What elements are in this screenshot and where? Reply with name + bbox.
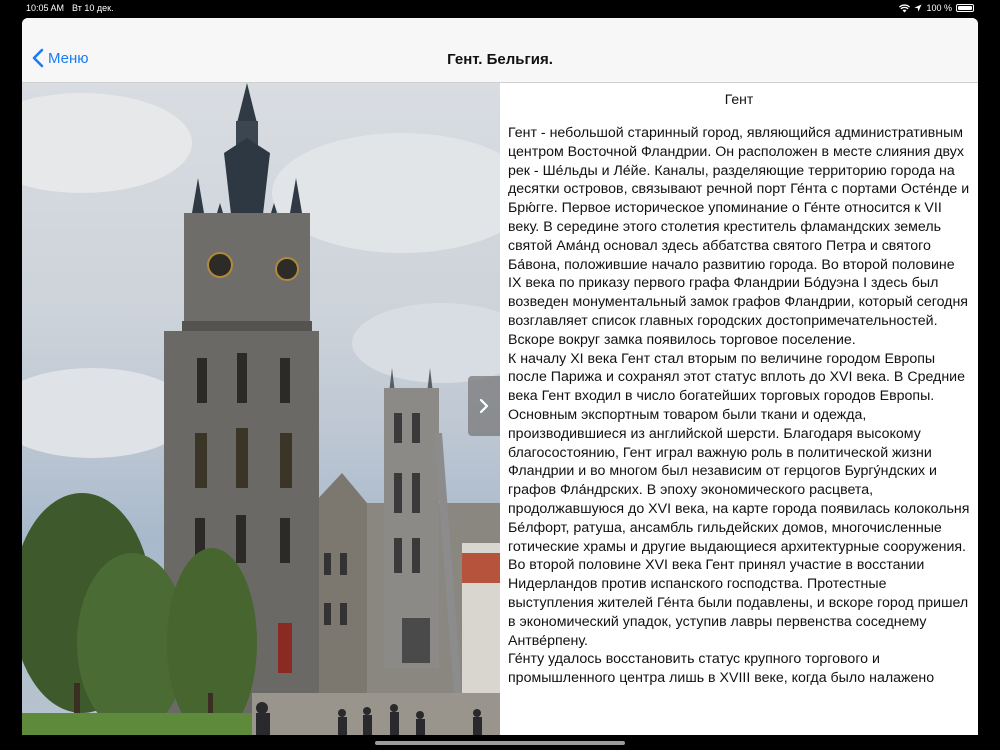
next-page-button[interactable] bbox=[468, 376, 500, 436]
battery-fill bbox=[958, 6, 972, 10]
navigation-bar bbox=[22, 18, 978, 83]
battery-icon bbox=[956, 4, 974, 12]
status-date: Вт 10 дек. bbox=[72, 3, 114, 13]
wifi-icon bbox=[899, 4, 910, 13]
chevron-right-icon bbox=[479, 398, 489, 414]
article-title: Гент bbox=[724, 91, 754, 107]
status-time: 10:05 AM bbox=[26, 3, 65, 13]
article-body: Гент - небольшой старинный город, являющийся административным центром Восточной Фландрии. Он расположен в месте слияния двух рек - Ше́льды и Ле́йе. Каналы, разделяющие территорию города на десятки островов, связывают речной порт Ге́нта с портами Осте́нде и Брю́гге. Первое историческое упоминание о Ге́нте относится к VII веку. В середине этого столетия креститель фламандских земель святой Ама́нд основал здесь аббатства святого Петра и святого Ба́вона, положившие начало развитию города. Во второй половине IX века по приказу первого графа Фландрии Бо́дуэна I здесь был возведен монументальный замок графов Фландрии, который сегодня возглавляет список главных городских достопримечательностей. Вскоре вокруг замка появилось торговое поселение. К началу XI века Гент стал вторым по величине городом Европы после Парижа и сохранял этот статус вплоть до XVI века. В Средние века Гент входил в число богатейших торговых городов Европы. Основным экспортным товаром были ткани и одежда, производившиеся из английской шерсти. Благодаря высокому благосостоянию, Гент играл важную роль в политической жизни Фландрии и во многом был независим от герцогов Бургу́ндских и графов Фла́ндрских. В эпоху экономического расцвета, продолжавшуюся до XVI века, на карте города появилась колокольня Бе́лфорт, ратуша, ансамбль гильдейских домов, многочисленные готические храмы и другие выдающиеся архитектурные сооружения. Во второй половине XVI века Гент принял участие в восстании Нидерландов против испанского господства. Протестные выступления жителей Ге́нта были подавлены, и вскоре город пришел в экономический упадок, уступив лавры первенства соседнему Антве́рпену. Ге́нту удалось восстановить статус крупного торгового и промышленного центра лишь в XVIII веке, когда было налажено bbox=[508, 125, 970, 687]
belfry-illustration bbox=[22, 83, 500, 735]
page-title: Гент. Бельгия. bbox=[447, 51, 553, 68]
status-bar bbox=[0, 0, 1000, 16]
status-right-group bbox=[899, 3, 974, 13]
gent-photo bbox=[22, 83, 500, 735]
app-screen bbox=[22, 18, 978, 735]
location-icon bbox=[914, 4, 922, 12]
home-indicator[interactable] bbox=[375, 741, 625, 745]
battery-percent: 100 % bbox=[926, 3, 952, 13]
back-button-label: Меню bbox=[48, 49, 89, 67]
article-panel[interactable] bbox=[500, 83, 978, 735]
